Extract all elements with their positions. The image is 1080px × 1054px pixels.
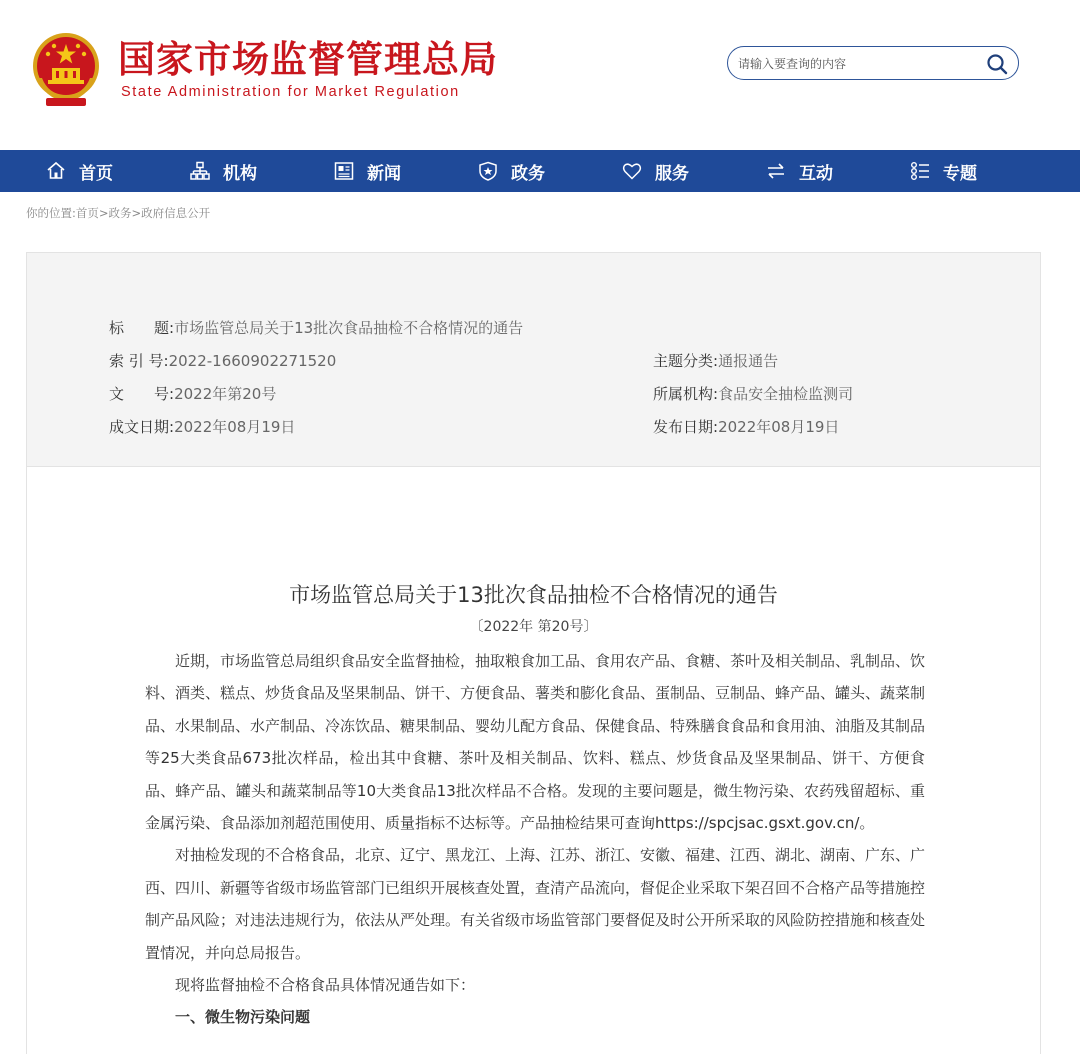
info-doc-number <box>109 383 276 404</box>
nav-organization[interactable] <box>190 150 257 192</box>
nav-interaction-label: 互动 <box>799 163 833 184</box>
article-paragraph: 现将监督抽检不合格食品具体情况通告如下： <box>175 976 476 995</box>
info-organization-value: 食品安全抽检监测司 <box>718 385 854 403</box>
main-nav <box>0 150 1080 192</box>
info-doc-number-label: 文 号: <box>109 385 175 403</box>
info-index-value: 2022-1660902271520 <box>168 352 337 370</box>
exchange-icon <box>766 161 786 181</box>
info-topic-label: 主题分类: <box>653 352 719 370</box>
info-doc-number-value: 2022年第20号 <box>174 385 277 403</box>
info-topic-value: 通报通告 <box>718 352 779 370</box>
info-title <box>109 317 523 338</box>
info-index <box>109 350 336 371</box>
site-header <box>0 0 1080 150</box>
article-paragraph: 近期，市场监管总局组织食品安全监督抽检，抽取粮食加工品、食用农产品、食糖、茶叶及相关制品、乳制品、饮料、酒类、糕点、炒货食品及坚果制品、饼干、方便食品、薯类和膨化食品、蛋制品、豆制品、蜂产品、罐头、蔬菜制品、水果制品、水产制品、冷冻饮品、糖果制品、婴幼儿配方食品、保健食品、特殊膳食食品和食用油、油脂及其制品等25大类食品673批次样品，检出其中食糖、茶叶及相关制品、饮料、糕点、炒货食品及坚果制品、饼干、方便食品、蜂产品、罐头和蔬菜制品等10大类食品13批次样品不合格。发现的主要问题是，微生物污染、农药残留超标、重金属污染、食品添加剂超范围使用、质量指标不达标等。产品抽检结果可查询https://spcjsac.gsxt.gov.cn/。 <box>145 652 926 833</box>
info-created-date-label: 成文日期: <box>109 418 175 436</box>
nav-home-label: 首页 <box>79 163 113 184</box>
breadcrumb-home[interactable]: 首页 <box>75 206 99 220</box>
nav-news[interactable] <box>334 150 401 192</box>
nav-topics[interactable] <box>910 150 977 192</box>
breadcrumb-separator: > <box>131 206 142 220</box>
breadcrumb-separator: > <box>98 206 109 220</box>
info-index-label: 索 引 号: <box>109 352 169 370</box>
article-number: 〔2022年 第20号〕 <box>469 619 598 635</box>
nav-organization-label: 机构 <box>223 163 257 184</box>
section-heading: 一、微生物污染问题 <box>175 1008 311 1027</box>
heart-icon <box>622 161 642 181</box>
info-published-date-label: 发布日期: <box>653 418 719 436</box>
newspaper-icon <box>334 161 354 181</box>
info-published-date-value: 2022年08月19日 <box>718 418 840 436</box>
info-topic <box>653 350 778 371</box>
info-created-date-value: 2022年08月19日 <box>174 418 296 436</box>
nav-services[interactable] <box>622 150 689 192</box>
breadcrumb-government-affairs[interactable]: 政务 <box>108 206 132 220</box>
breadcrumb-gov-info[interactable]: 政府信息公开 <box>141 206 211 220</box>
breadcrumb <box>26 205 210 221</box>
article-paragraph: 对抽检发现的不合格食品，北京、辽宁、黑龙江、上海、江苏、浙江、安徽、福建、江西、湖北、湖南、广东、广西、四川、新疆等省级市场监管部门已组织开展核查处置，查清产品流向，督促企业采取下架召回不合格产品等措施控制产品风险；对违法违规行为，依法从严处理。有关省级市场监管部门要督促及时公开所采取的风险防控措施和核查处置情况，并向总局报告。 <box>145 846 926 962</box>
nav-news-label: 新闻 <box>367 163 401 184</box>
breadcrumb-prefix: 你的位置: <box>26 206 76 220</box>
national-emblem-icon <box>30 32 102 108</box>
search-box <box>727 46 1019 80</box>
info-created-date <box>109 416 295 437</box>
nav-government-affairs[interactable] <box>478 150 545 192</box>
nav-home[interactable] <box>46 150 113 192</box>
article-body <box>145 645 925 1034</box>
shield-icon <box>478 161 498 181</box>
info-title-value: 市场监管总局关于13批次食品抽检不合格情况的通告 <box>174 319 524 337</box>
search-icon[interactable] <box>986 53 1008 75</box>
info-published-date <box>653 416 839 437</box>
nav-services-label: 服务 <box>655 163 689 184</box>
info-title-label: 标 题: <box>109 319 175 337</box>
document-info-box <box>27 253 1040 467</box>
grid-list-icon <box>910 161 930 181</box>
nav-topics-label: 专题 <box>943 163 977 184</box>
info-organization <box>653 383 853 404</box>
search-input[interactable] <box>738 53 978 75</box>
site-title: 国家市场监督管理总局 <box>118 38 498 81</box>
info-organization-label: 所属机构: <box>653 385 719 403</box>
content-panel <box>26 252 1041 1054</box>
site-subtitle: State Administration for Market Regulation <box>121 84 460 100</box>
org-chart-icon <box>190 161 210 181</box>
article-title: 市场监管总局关于13批次食品抽检不合格情况的通告 <box>289 583 778 607</box>
nav-interaction[interactable] <box>766 150 833 192</box>
nav-government-affairs-label: 政务 <box>511 163 545 184</box>
home-icon <box>46 161 66 181</box>
